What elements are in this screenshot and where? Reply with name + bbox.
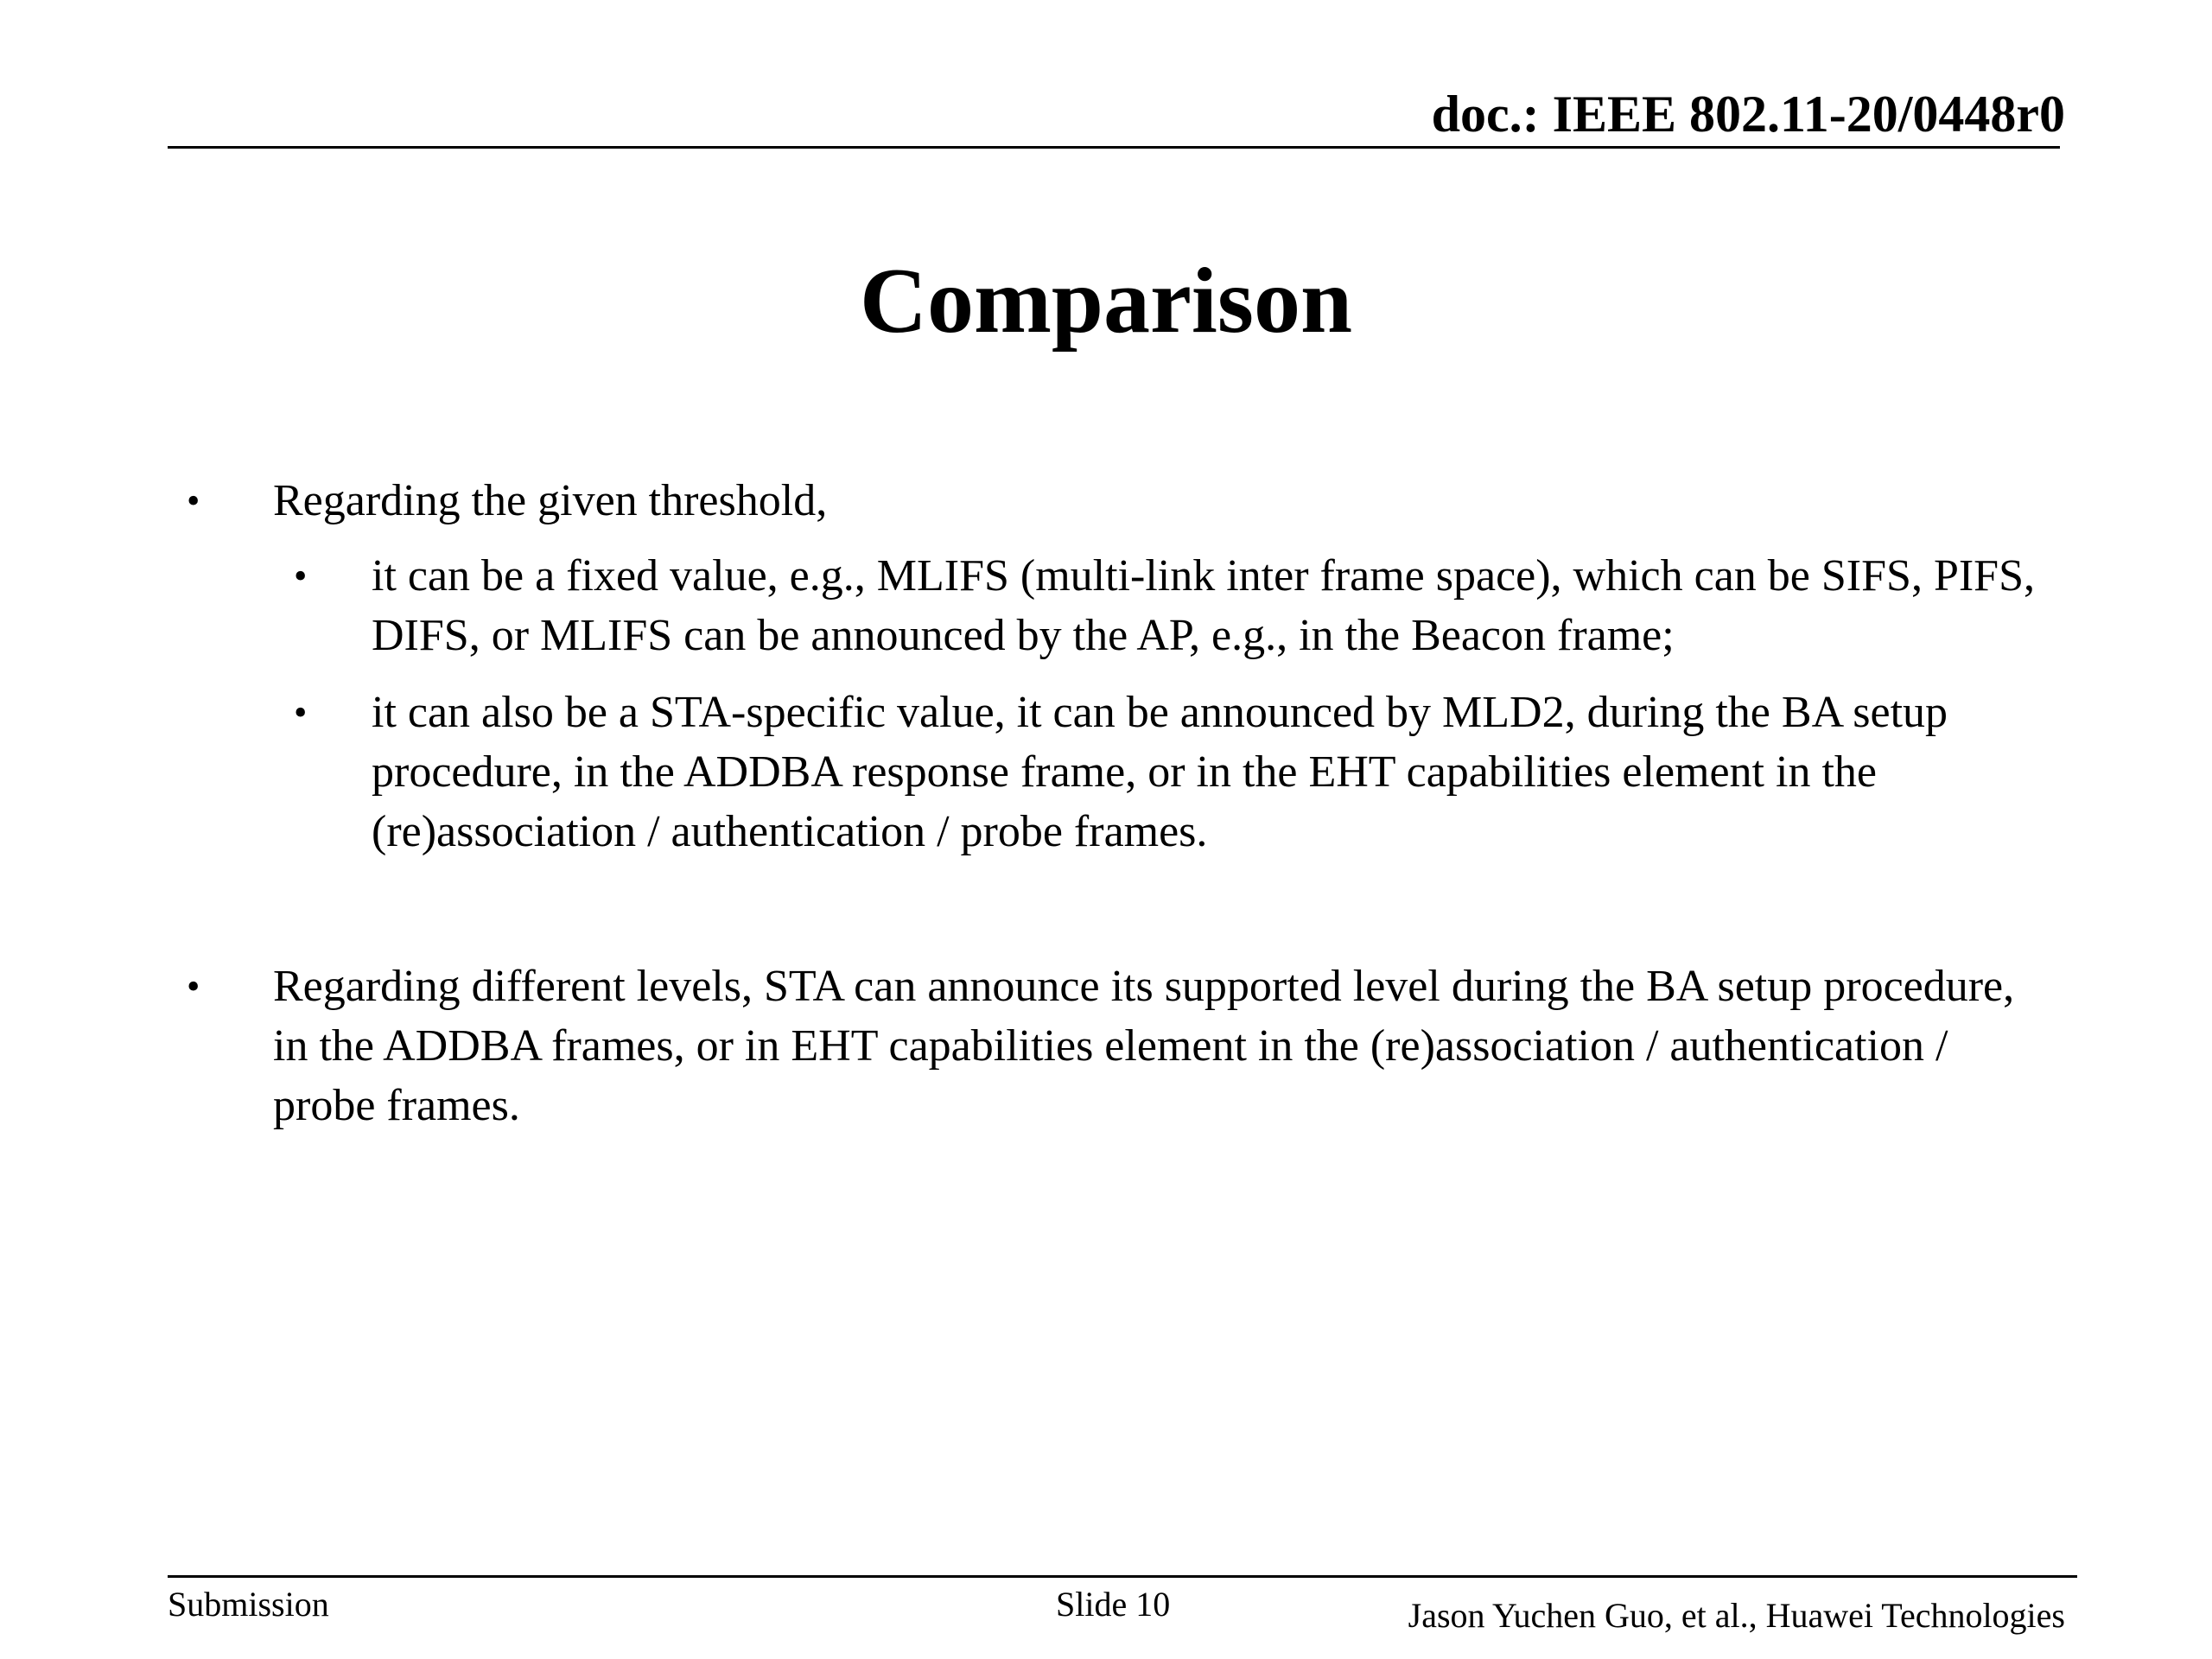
footer-submission: Submission xyxy=(168,1585,329,1624)
footer-divider xyxy=(168,1575,2077,1578)
bullet-text: Regarding the given threshold, xyxy=(273,476,828,525)
slide-body xyxy=(181,471,2048,1135)
bullet-item-levels xyxy=(181,957,2048,1135)
bullet-text: it can be a fixed value, e.g., MLIFS (multi-link inter frame space), which can be SIFS, PIFS, DIFS, or MLIFS can be announced by the AP, e.g., in the Beacon frame; xyxy=(372,551,2036,660)
bullet-marker: • xyxy=(294,691,308,734)
bullet-text: Regarding different levels, STA can announce its supported level during the BA setup procedure, in the ADDBA frames, or in EHT capabilities element in the (re)association / authentication / probe frames. xyxy=(273,962,2015,1130)
sub-bullet-item-sta-specific xyxy=(294,683,2048,861)
footer-slide-number: Slide 10 xyxy=(1056,1585,1171,1624)
header-divider xyxy=(168,146,2060,149)
bullet-text: it can also be a STA-specific value, it can be announced by MLD2, during the BA setup procedure, in the ADDBA response frame, or in the EHT capabilities element in the (re)association / authentication / probe frames. xyxy=(372,688,1948,856)
bullet-item-threshold xyxy=(181,471,2048,531)
bullet-marker: • xyxy=(187,965,200,1007)
document-id: doc.: IEEE 802.11-20/0448r0 xyxy=(1431,86,2065,143)
bullet-marker: • xyxy=(294,555,308,597)
slide-title: Comparison xyxy=(859,250,1353,353)
sub-bullet-item-fixed-value xyxy=(294,546,2048,665)
footer-authors: Jason Yuchen Guo, et al., Huawei Technologies xyxy=(1408,1596,2065,1635)
bullet-marker: • xyxy=(187,480,200,522)
